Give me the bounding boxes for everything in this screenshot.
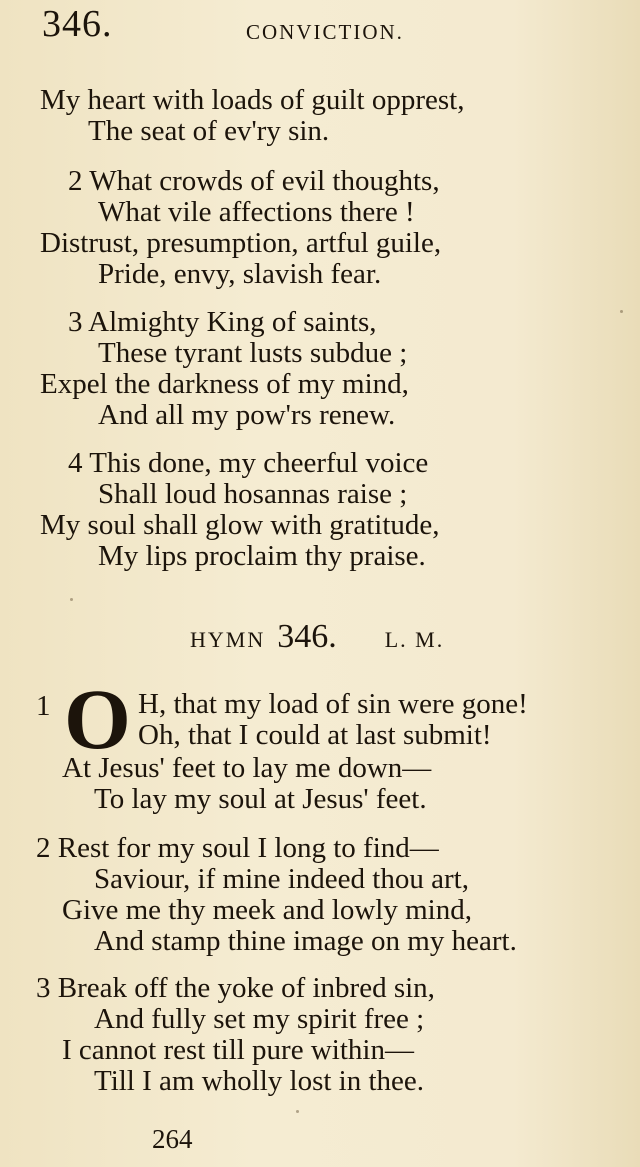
paper-speck xyxy=(620,310,623,313)
paper-speck xyxy=(70,598,73,601)
prev-hymn-line: What vile affections there ! xyxy=(98,196,415,228)
prev-hymn-line: And all my pow'rs renew. xyxy=(98,399,396,431)
verse-number: 1 xyxy=(36,690,51,722)
hymn-line: And stamp thine image on my heart. xyxy=(94,925,517,957)
prev-hymn-line: These tyrant lusts subdue ; xyxy=(98,337,408,369)
paper-speck xyxy=(296,1110,299,1113)
hymn-line: At Jesus' feet to lay me down— xyxy=(62,752,432,784)
prev-hymn-line: My lips proclaim thy praise. xyxy=(98,540,426,572)
prev-hymn-line: Expel the darkness of my mind, xyxy=(40,368,409,400)
hymn-line: I cannot rest till pure within— xyxy=(62,1034,414,1066)
prev-hymn-line: 2 What crowds of evil thoughts, xyxy=(68,165,440,197)
prev-hymn-line: The seat of ev'ry sin. xyxy=(88,115,330,147)
hymn-line: Oh, that I could at last submit! xyxy=(138,719,492,751)
hymn-number: 346. xyxy=(277,618,337,655)
prev-hymn-line: Distrust, presumption, artful guile, xyxy=(40,227,442,259)
hymn-line: H, that my load of sin were gone! xyxy=(138,688,528,720)
footer-page-number: 264 xyxy=(152,1124,193,1154)
prev-hymn-line: 3 Almighty King of saints, xyxy=(68,306,377,338)
prev-hymn-line: Pride, envy, slavish fear. xyxy=(98,258,382,290)
prev-hymn-line: 4 This done, my cheerful voice xyxy=(68,447,429,479)
hymn-line: Give me thy meek and lowly mind, xyxy=(62,894,472,926)
hymn-line: Saviour, if mine indeed thou art, xyxy=(94,863,469,895)
hymn-line: To lay my soul at Jesus' feet. xyxy=(94,783,427,815)
prev-hymn-line: My soul shall glow with gratitude, xyxy=(40,509,440,541)
hymn-heading xyxy=(190,618,444,656)
hymn-meter: L. M. xyxy=(384,627,445,652)
prev-hymn-line: My heart with loads of guilt opprest, xyxy=(40,84,465,116)
running-title: CONVICTION. xyxy=(246,20,404,44)
drop-cap: O xyxy=(64,671,131,767)
hymn-line: 2 Rest for my soul I long to find— xyxy=(36,832,439,864)
header-page-number: 346. xyxy=(42,3,113,45)
hymn-label: HYMN xyxy=(190,627,266,652)
hymn-line: 3 Break off the yoke of inbred sin, xyxy=(36,972,435,1004)
prev-hymn-line: Shall loud hosannas raise ; xyxy=(98,478,408,510)
hymn-line: And fully set my spirit free ; xyxy=(94,1003,425,1035)
hymn-line: Till I am wholly lost in thee. xyxy=(94,1065,425,1097)
